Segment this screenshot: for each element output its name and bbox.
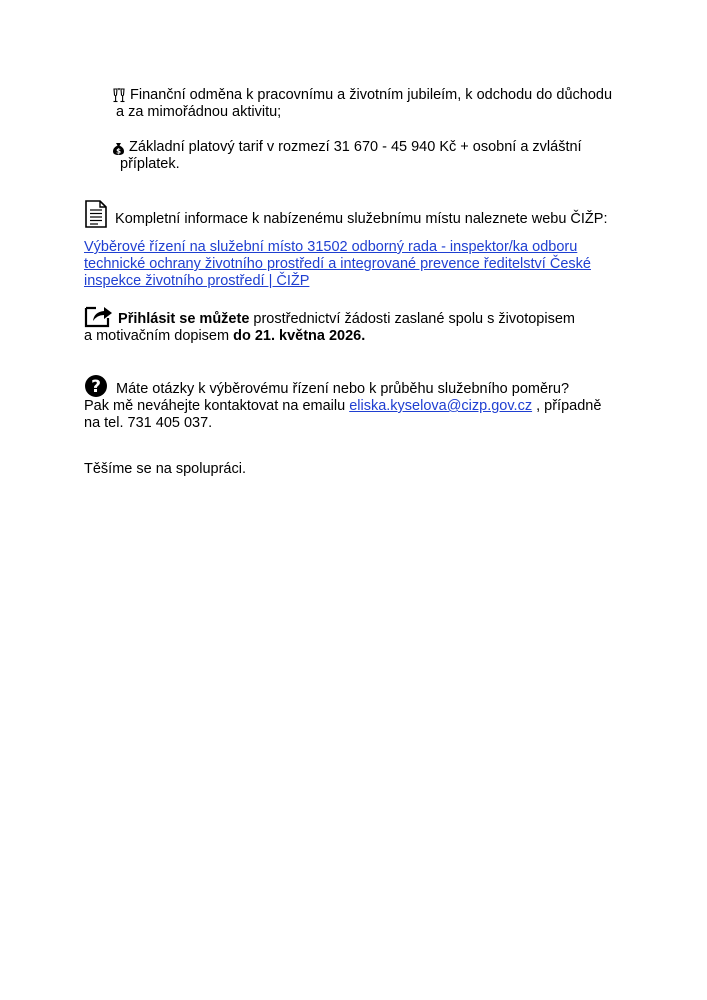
apply-section <box>84 302 684 345</box>
apply-bold-lead: Přihlásit se můžete <box>118 311 250 327</box>
questions-line2-post: , případně <box>532 398 602 414</box>
svg-text:?: ? <box>91 377 101 397</box>
svg-text:$: $ <box>116 147 121 156</box>
money-bag-icon <box>112 141 125 156</box>
apply-text1: prostřednictví žádosti zaslané spolu s životopisem <box>249 311 575 327</box>
reward-text-line2: a za mimořádnou aktivitu; <box>116 104 282 120</box>
info-section <box>84 200 684 228</box>
info-link-line3[interactable]: inspekce životního prostředí | ČIŽP <box>84 273 310 289</box>
salary-text-line2: příplatek. <box>120 156 180 172</box>
info-text: Kompletní informace k nabízenému služebnímu místu naleznete webu ČIŽP: <box>115 211 608 227</box>
questions-line2-pre: Pak mě neváhejte kontaktovat na emailu <box>84 398 350 414</box>
document-icon <box>84 200 108 228</box>
info-link-line1[interactable]: Výběrové řízení na služební místo 31502 odborný rada - inspektor/ka odboru <box>84 239 578 255</box>
closing-text <box>84 461 684 478</box>
apply-text2: a motivačním dopisem <box>84 328 234 344</box>
info-link-line2[interactable]: technické ochrany životního prostředí a integrované prevence ředitelství České <box>84 256 591 272</box>
champagne-toast-icon <box>112 88 126 104</box>
questions-line3: na tel. 731 405 037. <box>84 415 213 431</box>
reward-text-line1: Finanční odměna k pracovnímu a životním jubileím, k odchodu do důchodu <box>130 87 613 103</box>
contact-email-link[interactable]: eliska.kyselova@cizp.gov.cz <box>349 398 533 414</box>
salary-bullet <box>112 139 672 173</box>
info-link[interactable] <box>84 239 684 290</box>
closing-line: Těšíme se na spolupráci. <box>84 461 246 477</box>
questions-line1: Máte otázky k výběrovému řízení nebo k průběhu služebního poměru? <box>116 381 570 397</box>
reward-bullet <box>112 87 672 121</box>
questions-section <box>84 374 684 432</box>
question-circle-icon <box>84 374 108 398</box>
apply-deadline: do 21. května 2026. <box>233 328 366 344</box>
salary-text-line1: Základní platový tarif v rozmezí 31 670 - 45 940 Kč + osobní a zvláštní <box>129 139 582 155</box>
share-arrow-icon <box>84 302 114 328</box>
